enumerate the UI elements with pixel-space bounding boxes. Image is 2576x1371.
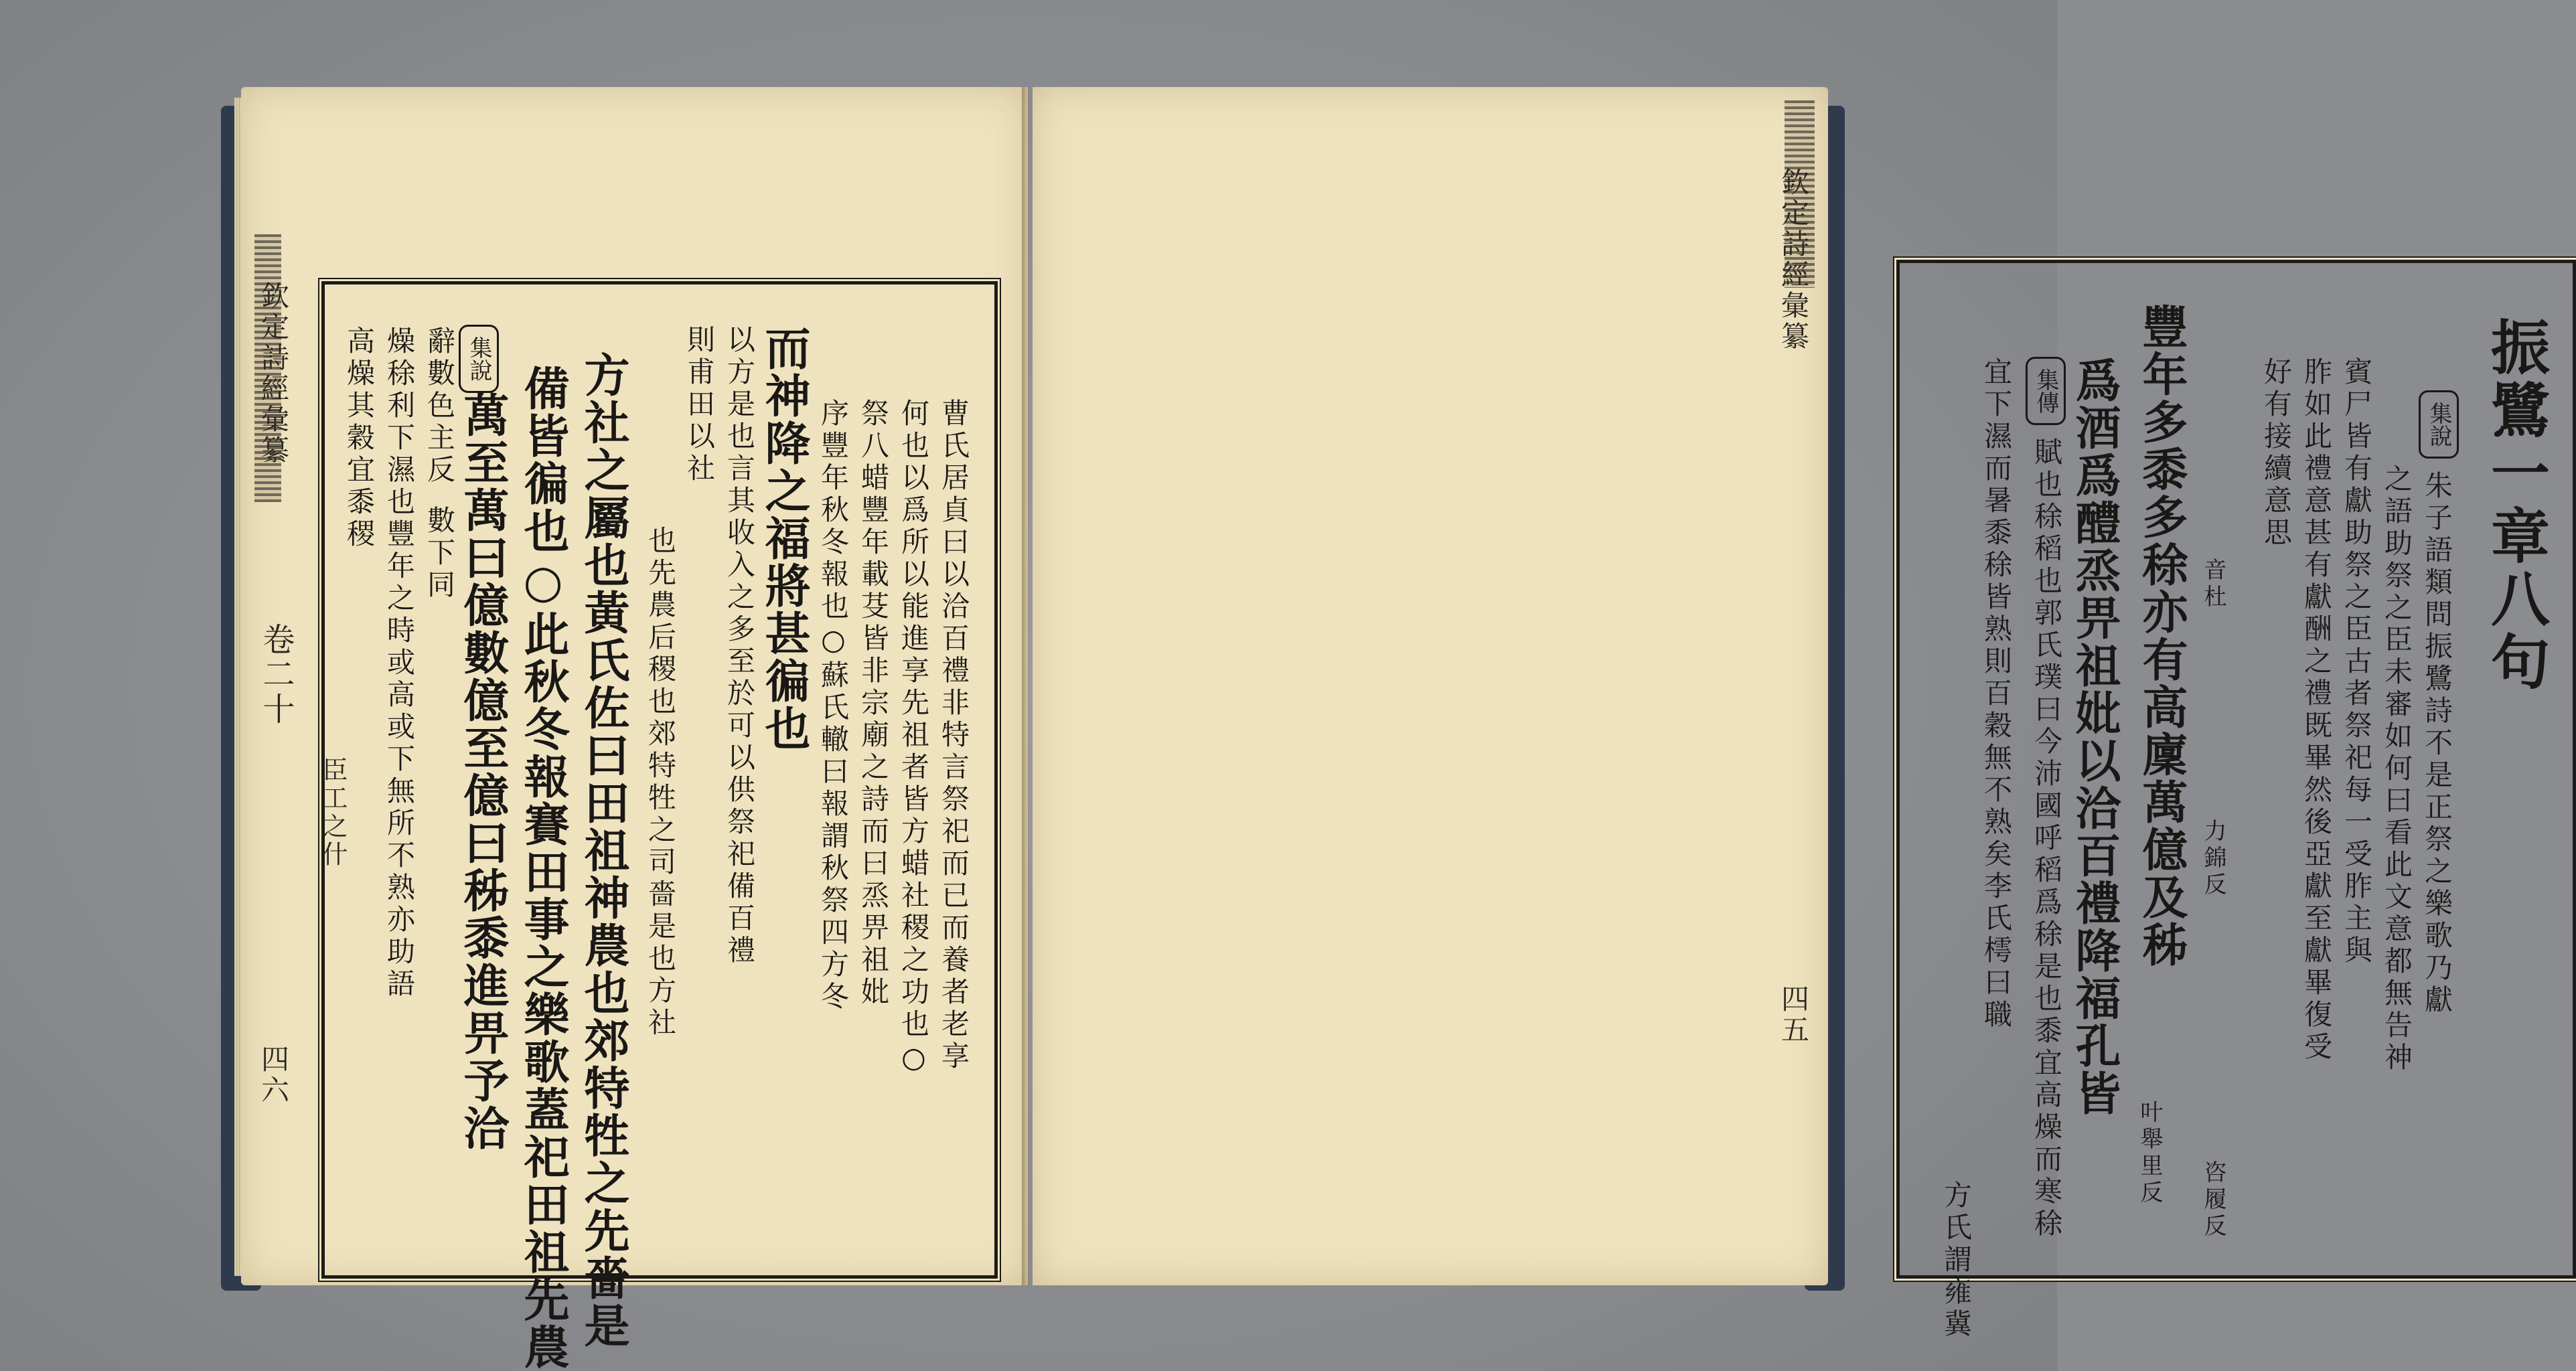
open-book <box>221 79 2551 1371</box>
text-column: 序豐年秋冬報也○蘇氏轍曰報謂秋祭四方冬 <box>817 398 850 1014</box>
text-column: 之語助祭之臣未審如何曰看此文意都無告神 <box>2380 464 2413 1074</box>
jishuo-tag: 集說 <box>2419 390 2459 459</box>
text-column: 以方是也言其收入之多至於可以供祭祀備百禮 <box>723 325 756 967</box>
pronunciation-note: 咨履反 <box>2200 1160 2226 1240</box>
text-column: 賦也稌稻也郭氏璞曰今沛國呼稻爲稌是也黍宜高燥而寒稌 <box>2030 437 2063 1240</box>
right-page <box>1033 87 2551 1341</box>
left-margin-header: 欽定詩經彙纂 <box>257 281 290 466</box>
text-column: 則甫田以社 <box>683 325 716 485</box>
jishuo-tag: 集說 <box>459 325 499 393</box>
poem-title: 振鷺一章八句 <box>2482 317 2551 694</box>
text-column: 數下同 <box>423 505 456 602</box>
text-column: 豐年多黍多稌亦有高廩萬億及秭 <box>2135 303 2188 969</box>
left-margin-page-number: 四六 <box>257 1044 290 1106</box>
text-column: 宜下濕而暑黍稌皆熟則百穀無不熟矣李氏樗曰職 <box>1980 357 2013 1032</box>
text-column: 方社之屬也黃氏佐曰田祖神農也郊特牲之先嗇是 <box>577 351 630 1350</box>
text-column: 燥稌利下濕也豐年之時或高或下無所不熟亦助語 <box>383 326 416 1001</box>
text-column: 備皆徧也○此秋冬報賽田事之樂歌蓋祀田祖先農 <box>516 365 570 1371</box>
right-margin-page-number: 四五 <box>1777 984 1810 1046</box>
text-column: 爲酒爲醴烝畀祖妣以洽百禮降福孔皆 <box>2068 357 2121 1117</box>
text-column: 方氏謂雍冀 <box>1940 1180 1973 1341</box>
right-text-frame <box>1896 260 2576 1341</box>
text-column: 辭數色主反 <box>423 326 456 487</box>
text-column: 何也以爲所以能進享先祖者皆方蜡社稷之功也○ <box>897 398 930 1078</box>
left-margin-volume: 卷二十 <box>257 623 295 727</box>
text-column: 高燥其穀宜黍稷 <box>343 326 376 551</box>
text-column: 賓尸皆有獻助祭之臣古者祭祀每一受胙主與 <box>2340 357 2373 967</box>
text-column: 而神降之福將甚徧也 <box>757 325 811 752</box>
text-column: 朱子語類問振鷺詩不是正祭之樂歌乃獻 <box>2421 471 2453 1017</box>
right-margin-header: 欽定詩經彙纂 <box>1777 167 1810 352</box>
text-column: 祭八蜡豐年載芟皆非宗廟之詩而曰烝畀祖妣 <box>857 398 890 1009</box>
pronunciation-note: 叶舉里反 <box>2136 1100 2163 1207</box>
jichuan-tag: 集傳 <box>2026 357 2066 425</box>
text-column: 好有接續意思 <box>2260 357 2293 550</box>
pronunciation-note: 音杜 <box>2200 558 2226 611</box>
left-margin-section: 臣工之什 <box>318 756 348 869</box>
text-column: 胙如此禮意甚有獻酬之禮既畢然後亞獻至獻畢復受 <box>2300 357 2333 1064</box>
text-column: 萬至萬曰億數億至億曰秭黍進畀予洽 <box>456 392 510 1152</box>
left-page <box>241 87 1028 1371</box>
left-text-frame <box>321 281 998 1371</box>
pronunciation-note: 力錦反 <box>2200 819 2226 899</box>
text-column: 曹氏居貞曰以洽百禮非特言祭祀而已而養者老享 <box>937 398 970 1073</box>
text-column: 也先農后稷也郊特牲之司嗇是也方社 <box>644 526 677 1040</box>
